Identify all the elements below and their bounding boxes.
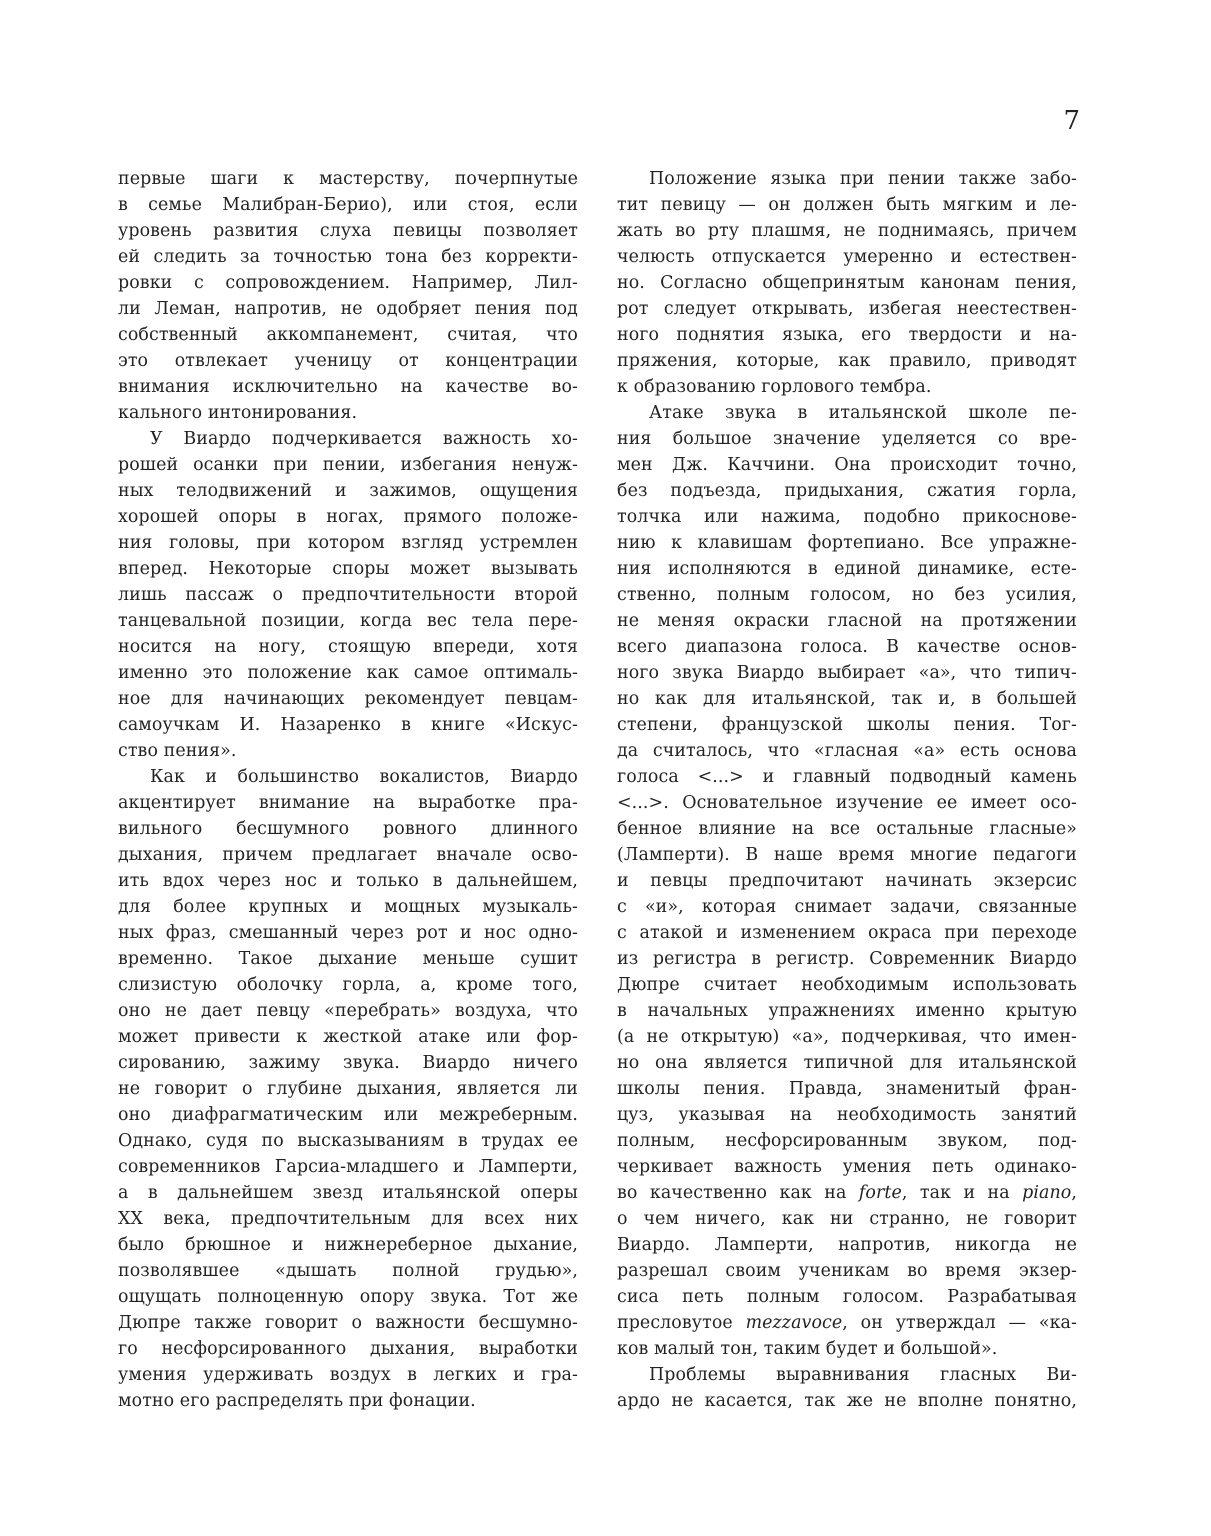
left-column (118, 166, 578, 1414)
text-line: всего диапазона голоса. В качестве основ- (617, 637, 1077, 657)
text-line: вперед. Некоторые споры может вызывать (118, 559, 578, 579)
text-fragment: во качественно как на (617, 1183, 859, 1203)
text-line: цуз, указывая на необходимость занятий (617, 1105, 1077, 1125)
text-line: мен Дж. Каччини. Она происходит точно, (617, 455, 1077, 475)
text-line: У Виардо подчеркивается важность хо- (150, 429, 578, 449)
text-line: но она является типичной для итальянской (617, 1053, 1077, 1073)
text-line: внимания исключительно на качестве во- (118, 377, 578, 397)
text-line: челюсть отпускается умеренно и естествен- (617, 247, 1077, 267)
text-line: нию к клавишам фортепиано. Все упражне- (617, 533, 1077, 553)
text-line: степени, французской школы пения. Тог- (617, 715, 1077, 735)
text-line: <...>. Основательное изучение ее имеет осо- (617, 793, 1077, 813)
text-line: бенное влияние на все остальные гласные» (617, 819, 1077, 839)
text-line: Виардо. Ламперти, напротив, никогда не (617, 1235, 1077, 1255)
text-line: не меняя окраски гласной на протяжении (617, 611, 1077, 631)
text-line: жать во рту плашмя, не поднимаясь, причем (617, 221, 1077, 241)
text-line: современников Гарсиа-младшего и Ламперти, (118, 1157, 578, 1177)
text-line: это отвлекает ученицу от концентрации (118, 351, 578, 371)
text-line: ровки с сопровождением. Например, Лил- (118, 273, 578, 293)
text-line: а в дальнейшем звезд итальянской оперы (118, 1183, 578, 1203)
text-line: лишь пассаж о предпочтительности второй (118, 585, 578, 605)
text-line: тит певицу — он должен быть мягким и ле- (617, 195, 1077, 215)
text-line: акцентирует внимание на выработке пра- (118, 793, 578, 813)
text-line: ного поднятия языка, его твердости и на- (617, 325, 1077, 345)
text-line: ных телодвижений и зажимов, ощущения (118, 481, 578, 501)
text-line: го несфорсированного дыхания, выработки (118, 1339, 578, 1359)
text-line: да считалось, что «гласная «а» есть основа (617, 741, 1077, 761)
text-line: собственный аккомпанемент, считая, что (118, 325, 578, 345)
text-line (617, 1310, 1077, 1336)
text-line (617, 1180, 1077, 1206)
text-fragment: пресловутое (617, 1313, 746, 1333)
italic-term: mezzavoce (745, 1313, 843, 1333)
text-line: Однако, судя по высказываниям в трудах ее (118, 1131, 578, 1151)
text-line: вильного бесшумного ровного длинного (118, 819, 578, 839)
text-line: слизистую оболочку горла, а, кроме того, (118, 975, 578, 995)
text-line: рот следует открывать, избегая неестествен- (617, 299, 1077, 319)
text-line: черкивает важность умения петь одинако- (617, 1157, 1077, 1177)
text-line: толчка или нажима, подобно прикоснове- (617, 507, 1077, 527)
text-line: рошей осанки при пении, избегания ненуж- (118, 455, 578, 475)
text-line: может привести к жесткой атаке или фор- (118, 1027, 578, 1047)
text-line: сированию, зажиму звука. Виардо ничего (118, 1053, 578, 1073)
text-line: ство пения». (118, 741, 237, 761)
text-line: Дюпре считает необходимым использовать (617, 975, 1077, 995)
page-number: 7 (1063, 106, 1080, 136)
text-line: ния большое значение уделяется со вре- (617, 429, 1077, 449)
text-line: Дюпре также говорит о важности бесшумно- (118, 1313, 578, 1333)
text-line: ардо не касается, так же не вполне понятно, (617, 1391, 1077, 1411)
text-line: (а не открытую) «а», подчеркивая, что имен- (617, 1027, 1077, 1047)
text-line: дыхания, причем предлагает вначале осво- (118, 845, 578, 865)
text-line: не говорит о глубине дыхания, является ли (118, 1079, 578, 1099)
right-column (617, 166, 1077, 1414)
text-line: ния исполняются в единой динамике, есте- (617, 559, 1077, 579)
text-line: ния головы, при котором взгляд устремлен (118, 533, 578, 553)
text-fragment: , так и на (901, 1183, 1023, 1203)
text-line: ного звука Виардо выбирает «а», что типич- (617, 663, 1077, 683)
text-line: (Ламперти). В наше время многие педагоги (617, 845, 1077, 865)
italic-term: forte (858, 1183, 902, 1203)
text-line: самоучкам И. Назаренко в книге «Искус- (118, 715, 578, 735)
text-line: ственно, полным голосом, но без усилия, (617, 585, 1077, 605)
text-line: ить вдох через нос и только в дальнейшем, (118, 871, 578, 891)
text-line: Атаке звука в итальянской школе пе- (649, 403, 1077, 423)
text-line: было брюшное и нижнереберное дыхание, (118, 1235, 578, 1255)
text-line: без подъезда, придыхания, сжатия горла, (617, 481, 1077, 501)
text-line: Проблемы выравнивания гласных Ви- (649, 1365, 1077, 1385)
text-line: в начальных упражнениях именно крытую (617, 1001, 1077, 1021)
text-line: первые шаги к мастерству, почерпнутые (118, 169, 578, 189)
text-line: пряжения, которые, как правило, приводят (617, 351, 1077, 371)
text-fragment: , он утверждал — «ка- (842, 1313, 1077, 1333)
text-line: о чем ничего, как ни странно, не говорит (617, 1209, 1077, 1229)
text-line: мотно его распределять при фонации. (118, 1391, 476, 1411)
text-line: с «и», которая снимает задачи, связанные (617, 897, 1077, 917)
text-line: из регистра в регистр. Современник Виардо (617, 949, 1077, 969)
text-line: умения удерживать воздух в легких и гра- (118, 1365, 578, 1385)
text-line: голоса <...> и главный подводный камень (617, 767, 1077, 787)
text-line: оно не дает певцу «перебрать» воздуха, что (118, 1001, 578, 1021)
text-line: ное для начинающих рекомендует певцам- (118, 689, 578, 709)
text-line: но как для итальянской, так и, в большей (617, 689, 1077, 709)
text-line: ков малый тон, таким будет и большой». (617, 1339, 998, 1359)
text-line: уровень развития слуха певицы позволяет (118, 221, 578, 241)
text-line: Как и большинство вокалистов, Виардо (150, 767, 578, 787)
text-line: и певцы предпочитают начинать экзерсис (617, 871, 1077, 891)
text-line: позволявшее «дышать полной грудью», (118, 1261, 578, 1281)
text-line: к образованию горлового тембра. (617, 377, 932, 397)
text-line: полным, несфорсированным звуком, под- (617, 1131, 1077, 1151)
text-line: танцевальной позиции, когда вес тела пере- (118, 611, 578, 631)
text-line: временно. Такое дыхание меньше сушит (118, 949, 578, 969)
text-line: Положение языка при пении также забо- (649, 169, 1077, 189)
text-line: школы пения. Правда, знаменитый фран- (617, 1079, 1077, 1099)
text-line: именно это положение как самое оптималь- (118, 663, 578, 683)
text-line: кального интонирования. (118, 403, 358, 423)
text-line: ощущать полноценную опору звука. Тот же (118, 1287, 578, 1307)
text-line: разрешал своим ученикам во время экзер- (617, 1261, 1077, 1281)
text-line: с атакой и изменением окраса при переходе (617, 923, 1077, 943)
text-line: в семье Малибран-Берио), или стоя, если (118, 195, 578, 215)
text-line: хорошей опоры в ногах, прямого положе- (118, 507, 578, 527)
text-line: ли Леман, напротив, не одобряет пения под (118, 299, 578, 319)
text-line: носится на ногу, стоящую впереди, хотя (118, 637, 578, 657)
text-line: оно диафрагматическим или межреберным. (118, 1105, 578, 1125)
text-line: но. Согласно общепринятым канонам пения, (617, 273, 1077, 293)
text-fragment: , (1071, 1183, 1077, 1203)
italic-term: piano (1022, 1183, 1072, 1203)
text-line: для более крупных и мощных музыкаль- (118, 897, 578, 917)
text-line: сиса петь полным голосом. Разрабатывая (617, 1287, 1077, 1307)
text-line: ей следить за точностью тона без корректи- (118, 247, 578, 267)
text-line: ных фраз, смешанный через рот и нос одно- (118, 923, 578, 943)
text-line: XX века, предпочтительным для всех них (118, 1209, 578, 1229)
